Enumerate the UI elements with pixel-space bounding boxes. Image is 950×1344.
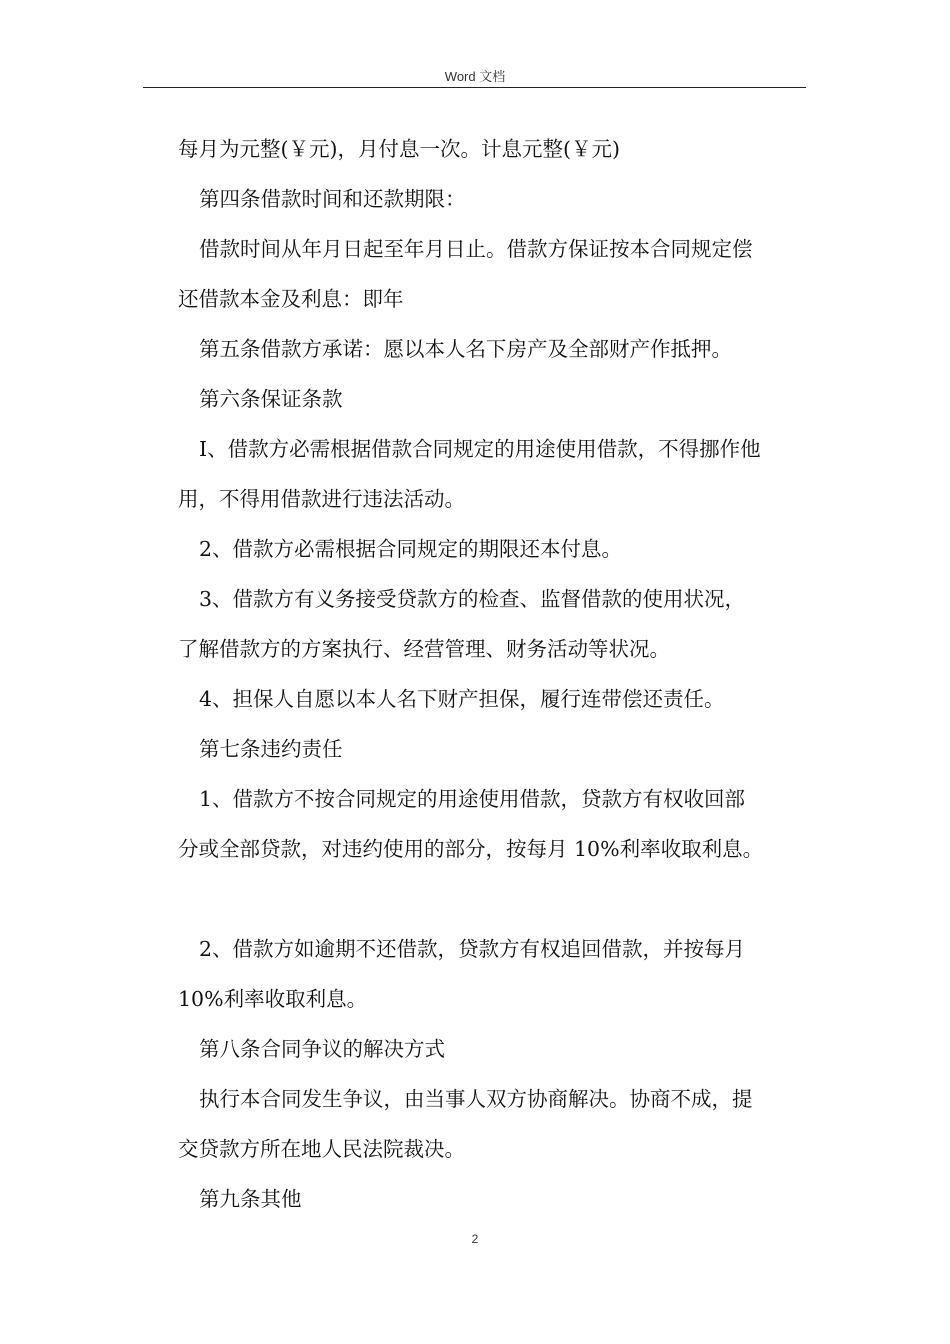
paragraph-line: 4、担保人自愿以本人名下财产担保，履行连带偿还责任。 — [199, 687, 725, 711]
section-heading: 第六条保证条款 — [199, 387, 343, 411]
paragraph-line: 2、借款方必需根据合同规定的期限还本付息。 — [199, 537, 623, 561]
blank-line — [178, 876, 808, 926]
paragraph-line: 用，不得用借款进行违法活动。 — [178, 487, 465, 511]
document-body — [178, 126, 808, 1226]
header-divider — [143, 87, 806, 88]
paragraph-line: I、借款方必需根据借款合同规定的用途使用借款，不得挪作他 — [199, 437, 761, 461]
section-heading: 第八条合同争议的解决方式 — [199, 1037, 445, 1061]
paragraph-line: 了解借款方的方案执行、经营管理、财务活动等状况。 — [178, 637, 670, 661]
section-heading: 第四条借款时间和还款期限： — [199, 187, 466, 211]
section-heading: 第七条违约责任 — [199, 737, 343, 761]
paragraph-line: 10%利率收取利息。 — [178, 987, 368, 1011]
paragraph-line: 每月为元整(￥元)，月付息一次。计息元整(￥元) — [178, 137, 620, 161]
section-heading: 第九条其他 — [199, 1187, 302, 1211]
page-number: 2 — [471, 1232, 479, 1246]
section-heading: 第五条借款方承诺：愿以本人名下房产及全部财产作抵押。 — [199, 337, 732, 361]
header-label: Word 文档 — [444, 69, 506, 84]
paragraph-line: 交贷款方所在地人民法院裁决。 — [178, 1137, 465, 1161]
paragraph-line: 分或全部贷款，对违约使用的部分，按每月 10%利率收取利息。 — [178, 837, 764, 861]
paragraph-line: 还借款本金及利息：即年 — [178, 287, 404, 311]
paragraph-line: 执行本合同发生争议，由当事人双方协商解决。协商不成，提 — [199, 1087, 753, 1111]
paragraph-line: 1、借款方不按合同规定的用途使用借款，贷款方有权收回部 — [199, 787, 746, 811]
paragraph-line: 借款时间从年月日起至年月日止。借款方保证按本合同规定偿 — [199, 237, 753, 261]
paragraph-line: 3、借款方有义务接受贷款方的检查、监督借款的使用状况， — [199, 587, 746, 611]
paragraph-line: 2、借款方如逾期不还借款，贷款方有权追回借款，并按每月 — [199, 937, 746, 961]
